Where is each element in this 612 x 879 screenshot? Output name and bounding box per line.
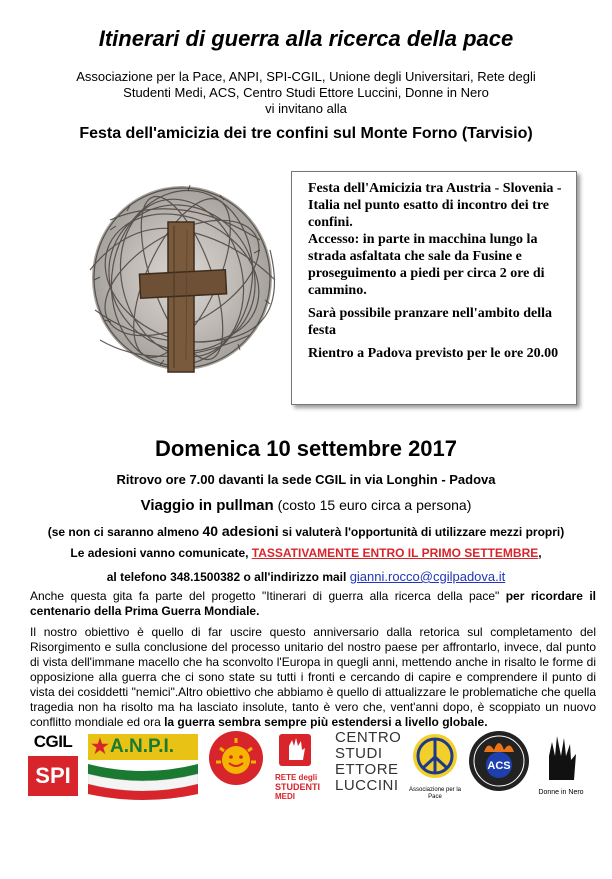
deadline-notice <box>0 546 612 560</box>
info-paragraph-3: Sarà possibile pranzare nell'ambito della festa <box>308 306 552 338</box>
star-icon: ★ <box>91 736 109 758</box>
comunicate-text: Le adesioni vanno comunicate, <box>70 546 252 560</box>
rete-text-2: STUDENTI <box>275 782 320 792</box>
acs-text: ACS <box>487 760 511 772</box>
meeting-point: Ritrovo ore 7.00 davanti la sede CGIL in via Longhin - Padova <box>116 472 496 487</box>
organizers-line-1: Associazione per la Pace, ANPI, SPI-CGIL, Unione degli Universitari, Rete degli <box>76 69 536 84</box>
anpi-banner <box>88 734 198 760</box>
objective-paragraph <box>30 625 596 730</box>
organizers-text <box>30 69 582 117</box>
anpi-flag-icon <box>88 760 198 800</box>
rete-hand-icon <box>275 732 315 768</box>
anpi-logo <box>88 734 198 800</box>
hand-icon <box>534 730 588 784</box>
adesioni-text-a: (se non ci saranno almeno <box>47 525 203 539</box>
travel-bold: Viaggio in pullman <box>140 497 274 514</box>
udu-sun-logo <box>208 730 264 786</box>
rete-text-1: RETE degli <box>275 773 318 782</box>
project-text: Anche questa gita fa parte del progetto "Itinerari di guerra alla ricerca della pace" <box>30 589 506 603</box>
centro-studi-logo <box>335 730 405 800</box>
rete-text-3: MEDI <box>275 792 295 801</box>
event-name: Festa dell'amicizia dei tre confini sul Monte Forno (Tarvisio) <box>79 125 533 142</box>
associazione-pace-logo <box>408 730 462 802</box>
barbed-wire-cross-image <box>70 160 290 405</box>
sponsor-logos <box>28 728 588 806</box>
info-box <box>291 171 577 405</box>
centro-text-4: LUCCINI <box>335 777 399 794</box>
project-paragraph <box>30 589 596 619</box>
organizers-line-2: Studenti Medi, ACS, Centro Studi Ettore Luccini, Donne in Nero <box>123 85 489 100</box>
peace-icon <box>408 730 462 782</box>
info-paragraph-1: Festa dell'Amicizia tra Austria - Slovenia - Italia nel punto esatto di incontro dei tre confini. <box>308 181 562 230</box>
centro-text-3: ETTORE <box>335 761 399 778</box>
info-paragraph-2: Accesso: in parte in macchina lungo la strada asfaltata che sale da Fusine e proseguimento a piedi per circa 2 ore di cammino. <box>308 232 545 298</box>
phone-text: al telefono 348.1500382 o all'indirizzo mail <box>106 570 350 584</box>
assoc-pace-text: Associazione per la Pace <box>408 787 462 800</box>
centro-text-2: STUDI <box>335 745 383 762</box>
objective-text: Il nostro obiettivo è quello di far uscire questo anniversario dalla retorica sul completamento del Risorgimento e sulla conclusione del processo unitario del nostro paese per affrontarlo, invece, dal punto di vista dell'immane macello che ha sconvolto l'Europa in quegli anni, mettendo anche in risalto le forme di opposizione alla guerra che ci sono state su tutti i fronti e cercando di capire e comprendere il punto di vista dei cosiddetti "nemici".Altro obiettivo che abbiamo è quello di attualizzare le problematiche che quella tragedia non ha risolto ma ha lasciato insolute, tanto è vero che, vent'anni dopo, è scoppiato un nuovo conflitto mondiale ed ora <box>30 625 596 729</box>
page-title: Itinerari di guerra alla ricerca della pace <box>98 26 514 51</box>
objective-bold-text: la guerra sembra sempre più estendersi a livello globale. <box>164 715 488 729</box>
cgil-spi-logo <box>28 732 78 802</box>
deadline-text: TASSATIVAMENTE ENTRO IL PRIMO SETTEMBRE <box>251 546 539 560</box>
info-paragraph-4: Rientro a Padova previsto per le ore 20.00 <box>308 346 559 361</box>
donne-in-nero-logo <box>534 730 588 802</box>
travel-info <box>0 497 612 514</box>
adesioni-text-c: si valuterà l'opportunità di utilizzare mezzi propri) <box>278 525 565 539</box>
event-date: Domenica 10 settembre 2017 <box>154 436 458 461</box>
organizers-line-3: vi invitano alla <box>265 101 347 116</box>
centro-text-1: CENTRO <box>335 729 402 746</box>
adesioni-count: 40 adesioni <box>202 523 279 539</box>
project-bold-text: per ricordare il centenario della Prima Guerra Mondiale. <box>30 589 596 618</box>
travel-cost: (costo 15 euro circa a persona) <box>273 497 472 513</box>
acs-logo <box>468 730 530 792</box>
comunicate-comma: , <box>538 546 542 560</box>
spi-text: SPI <box>28 756 78 796</box>
anpi-text: A.N.P.I. <box>110 736 175 757</box>
minimum-participants <box>0 523 612 539</box>
cgil-text: CGIL <box>33 732 73 751</box>
donne-text: Donne in Nero <box>538 789 584 796</box>
email-link[interactable]: gianni.rocco@cgilpadova.it <box>349 569 506 584</box>
contact-line <box>0 569 612 584</box>
rete-studenti-logo <box>275 732 327 801</box>
